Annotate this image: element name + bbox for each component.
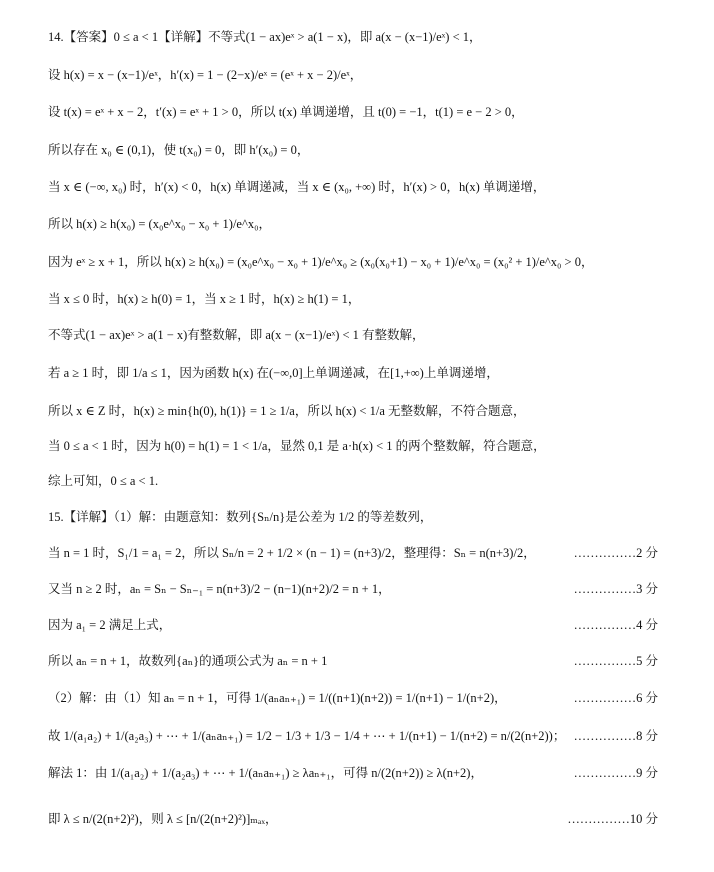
score-mark: ……………6 分 <box>573 691 658 705</box>
score-mark: ……………3 分 <box>573 582 658 596</box>
p14-line-5: 当 x ∈ (−∞, x₀) 时，h′(x) < 0，h(x) 单调递减，当 x ∈ (x₀, +∞) 时，h′(x) > 0，h(x) 单调递增， <box>48 180 546 194</box>
p14-line-4: 所以存在 x₀ ∈ (0,1)，使 t(x₀) = 0，即 h′(x₀) = 0， <box>48 143 310 157</box>
p14-line-1: 14.【答案】0 ≤ a < 1【详解】不等式(1 − ax)eˣ > a(1 − x)，即 a(x − (x−1)/eˣ) < 1， <box>48 30 482 44</box>
score-mark: ……………9 分 <box>573 766 658 780</box>
p14-line-2: 设 h(x) = x − (x−1)/eˣ，h′(x) = 1 − (2−x)/eˣ = (eˣ + x − 2)/eˣ， <box>48 68 363 82</box>
p15-line-5: 所以 aₙ = n + 1，故数列{aₙ}的通项公式为 aₙ = n + 1 ……………5 分 <box>48 654 658 668</box>
score-mark: ……………8 分 <box>573 729 658 743</box>
p15-line-6: （2）解：由（1）知 aₙ = n + 1，可得 1/(aₙaₙ₊₁) = 1/((n+1)(n+2)) = 1/(n+1) − 1/(n+2)， ……………6 分 <box>48 691 658 705</box>
p14-line-11: 所以 x ∈ Z 时，h(x) ≥ min{h(0), h(1)} = 1 ≥ 1/a，所以 h(x) < 1/a 无整数解，不符合题意， <box>48 404 526 418</box>
p14-line-3: 设 t(x) = eˣ + x − 2，t′(x) = eˣ + 1 > 0，所以 t(x) 单调递增，且 t(0) = −1，t(1) = e − 2 > 0， <box>48 105 524 119</box>
score-mark: ……………10 分 <box>567 812 658 826</box>
p14-line-9: 不等式(1 − ax)eˣ > a(1 − x)有整数解，即 a(x − (x−1)/eˣ) < 1 有整数解， <box>48 328 425 342</box>
score-mark: ……………2 分 <box>573 546 658 560</box>
p14-line-6: 所以 h(x) ≥ h(x₀) = (x₀e^x₀ − x₀ + 1)/e^x₀， <box>48 217 271 231</box>
p15-line-4: 因为 a₁ = 2 满足上式， ……………4 分 <box>48 618 658 632</box>
p14-line-13: 综上可知，0 ≤ a < 1. <box>48 474 159 488</box>
p15-line-8: 解法 1：由 1/(a₁a₂) + 1/(a₂a₃) + ⋯ + 1/(aₙaₙ₊₁) ≥ λaₙ₊₁，可得 n/(2(n+2)) ≥ λ(n+2)， ……………9 分 <box>48 766 658 780</box>
p15-line-1: 15.【详解】（1）解：由题意知：数列{Sₙ/n}是公差为 1/2 的等差数列， <box>48 510 433 524</box>
p14-line-8: 当 x ≤ 0 时，h(x) ≥ h(0) = 1，当 x ≥ 1 时，h(x) ≥ h(1) = 1， <box>48 292 361 306</box>
score-mark: ……………4 分 <box>573 618 658 632</box>
p14-line-7: 因为 eˣ ≥ x + 1，所以 h(x) ≥ h(x₀) = (x₀e^x₀ − x₀ + 1)/e^x₀ ≥ (x₀(x₀+1) − x₀ + 1)/e^x₀ = (x₀² + 1)/e^x₀ > 0， <box>48 255 594 269</box>
p15-line-2: 当 n = 1 时，S₁/1 = a₁ = 2，所以 Sₙ/n = 2 + 1/2 × (n − 1) = (n+3)/2，整理得：Sₙ = n(n+3)/2， ……………2 分 <box>48 546 658 560</box>
p14-line-10: 若 a ≥ 1 时，即 1/a ≤ 1，因为函数 h(x) 在(−∞,0]上单调递减，在[1,+∞)上单调递增， <box>48 366 499 380</box>
score-mark: ……………5 分 <box>573 654 658 668</box>
p15-line-9: 即 λ ≤ n/(2(n+2)²)，则 λ ≤ [n/(2(n+2)²)]ₘₐₓ， ……………10 分 <box>48 812 658 826</box>
p14-line-12: 当 0 ≤ a < 1 时，因为 h(0) = h(1) = 1 < 1/a，显然 0,1 是 a·h(x) < 1 的两个整数解，符合题意， <box>48 439 546 453</box>
p15-line-3: 又当 n ≥ 2 时，aₙ = Sₙ − Sₙ₋₁ = n(n+3)/2 − (n−1)(n+2)/2 = n + 1， ……………3 分 <box>48 582 658 596</box>
p15-line-7: 故 1/(a₁a₂) + 1/(a₂a₃) + ⋯ + 1/(aₙaₙ₊₁) = 1/2 − 1/3 + 1/3 − 1/4 + ⋯ + 1/(n+1) − 1/(n+2) = n/(2(n+2))； ……………8 分 <box>48 729 658 743</box>
